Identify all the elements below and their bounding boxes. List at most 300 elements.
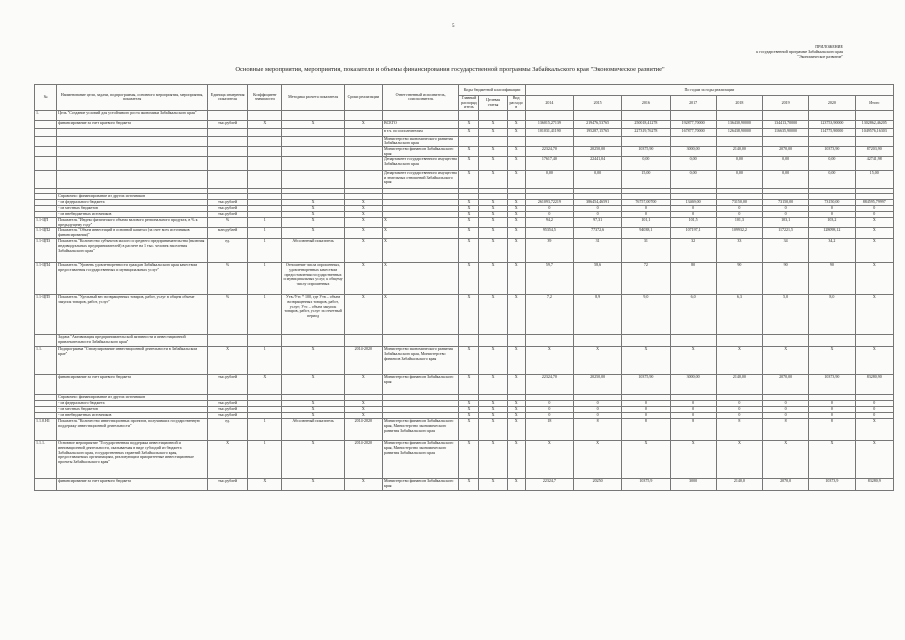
table-row: [35, 263, 894, 295]
cell-value: [622, 335, 670, 347]
cell-value: [525, 110, 573, 120]
header-kbk-sub: Главный распорядитель: [459, 96, 479, 111]
cell-value: 2070,00: [763, 375, 809, 395]
cell-name: - из местных бюджетов: [57, 206, 208, 212]
cell-method: Утв./Утс * 100, где Утв – объем возвращенных товаров, работ, услуг; Утс – объем закупок товаров, работ, услуг за отчетный период: [282, 295, 344, 335]
cell-method: [282, 146, 344, 156]
cell-executor: ВСЕГО: [382, 120, 458, 128]
cell-value: 20250: [573, 479, 621, 491]
cell-kbk: X: [459, 228, 479, 239]
cell-executor: X: [382, 228, 458, 239]
cell-value: [573, 110, 621, 120]
cell-name: Основное мероприятие "Государственная поддержка инвестиционной и инновационной деятельности, оказываемая в виде субсидий из бюджета Забайкальского края, государственных гарантий Забайкальского края, предоставляемых организациям, реализующим приоритетные инвестиционные проекты Забайкальского края": [57, 441, 208, 479]
cell-value: 0: [622, 401, 670, 407]
cell-method: X: [282, 401, 344, 407]
cell-value: 8: [716, 419, 762, 441]
cell-value: 101,3: [716, 218, 762, 228]
cell-value: 3000,00: [670, 146, 716, 156]
cell-name: Показатель "Индекс физического объема валового регионального продукта, в % к предыдущему году": [57, 218, 208, 228]
cell-value: 8: [573, 419, 621, 441]
cell-unit: тыс.рублей: [207, 413, 247, 419]
cell-value: 0: [809, 401, 855, 407]
cell-coef: X: [248, 120, 282, 128]
cell-value: [622, 136, 670, 146]
cell-coef: 1: [248, 228, 282, 239]
document-title: Основные мероприятия, мероприятия, показатели и объемы финансирования государственной программы Забайкальского края "Экономическое развитие": [235, 66, 665, 73]
table-row: [35, 110, 894, 120]
cell-term: [344, 110, 382, 120]
cell-value: [809, 136, 855, 146]
cell-executor: Министерство финансов Забайкальского края: [382, 146, 458, 156]
cell-value: 109932,2: [716, 228, 762, 239]
cell-value: 7,2: [525, 295, 573, 335]
cell-method: [282, 171, 344, 189]
cell-value: 0: [809, 407, 855, 413]
cell-coef: X: [248, 375, 282, 395]
cell-value: 116635,90000: [763, 128, 809, 136]
cell-term: X: [344, 200, 382, 206]
table-row: [35, 120, 894, 128]
cell-executor: [382, 110, 458, 120]
cell-method: Абсолютный показатель: [282, 239, 344, 263]
header-num: №: [35, 85, 57, 111]
cell-kbk: X: [479, 407, 507, 413]
cell-value: 0: [809, 206, 855, 212]
cell-unit: %: [207, 295, 247, 335]
cell-value: X: [716, 441, 762, 479]
cell-value: [670, 136, 716, 146]
cell-coef: [248, 335, 282, 347]
cell-value: 103,2: [809, 218, 855, 228]
cell-value: 90: [809, 263, 855, 295]
cell-value: 2140,00: [716, 146, 762, 156]
cell-unit: тыс.рублей: [207, 407, 247, 413]
cell-term: 2014-2020: [344, 347, 382, 375]
cell-value: 87203,90: [855, 146, 893, 156]
cell-value: [670, 335, 716, 347]
cell-value: 8: [809, 419, 855, 441]
cell-value: 0: [670, 212, 716, 218]
cell-kbk: [479, 110, 507, 120]
cell-name: Цель "Создание условий для устойчивого роста экономики Забайкальского края": [57, 110, 208, 120]
cell-num: 1.1.0.Н1: [35, 419, 57, 441]
cell-method: X: [282, 441, 344, 479]
cell-value: 77372,6: [573, 228, 621, 239]
cell-executor: Департамент государственного имущества и земельных отношений Забайкальского края: [382, 171, 458, 189]
cell-term: [344, 171, 382, 189]
cell-executor: Министерство финансов Забайкальского края: [382, 375, 458, 395]
header-year: 2016: [622, 96, 670, 111]
table-body: [35, 85, 894, 491]
cell-kbk: [479, 335, 507, 347]
cell-value: 83280,9: [855, 479, 893, 491]
cell-num: [35, 171, 57, 189]
cell-name: - из федерального бюджета: [57, 200, 208, 206]
cell-value: 0: [525, 212, 573, 218]
cell-name: - из внебюджетных источников: [57, 212, 208, 218]
annex-line: к государственной программе Забайкальского края: [756, 49, 843, 54]
cell-executor: X: [382, 218, 458, 228]
cell-value: 6,0: [670, 295, 716, 335]
cell-value: 0: [622, 212, 670, 218]
cell-term: X: [344, 295, 382, 335]
cell-value: 80: [670, 263, 716, 295]
cell-value: 22324,70: [525, 375, 573, 395]
program-table: [34, 84, 894, 491]
cell-kbk: X: [479, 413, 507, 419]
header-unit: Единица измерения показателя: [207, 85, 247, 111]
cell-kbk: X: [459, 347, 479, 375]
cell-method: [282, 136, 344, 146]
cell-num: 1.1-ЦП5: [35, 295, 57, 335]
cell-kbk: X: [479, 263, 507, 295]
cell-executor: в т.ч. по исполнителям: [382, 128, 458, 136]
header-kbk-sub: Вид расходов: [507, 96, 525, 111]
cell-name: [57, 157, 208, 171]
cell-term: X: [344, 407, 382, 413]
cell-kbk: X: [459, 146, 479, 156]
cell-unit: тыс.рублей: [207, 120, 247, 128]
cell-coef: X: [248, 479, 282, 491]
header-coef: Коэффициент значимости: [248, 85, 282, 111]
cell-unit: X: [207, 441, 247, 479]
cell-name: Показатель "Удельный вес возвращенных товаров, работ, услуг в общем объеме закупок товаров, работ, услуг": [57, 295, 208, 335]
cell-value: 8,0: [809, 295, 855, 335]
cell-kbk: X: [479, 128, 507, 136]
cell-value: [716, 110, 762, 120]
cell-value: [855, 136, 893, 146]
cell-unit: тыс.рублей: [207, 200, 247, 206]
cell-value: 0: [716, 407, 762, 413]
header-term: Сроки реализации: [344, 85, 382, 111]
cell-value: 5,0: [763, 295, 809, 335]
cell-kbk: X: [459, 120, 479, 128]
cell-value: 73150,00: [809, 200, 855, 206]
cell-unit: ед.: [207, 419, 247, 441]
cell-term: X: [344, 206, 382, 212]
cell-kbk: X: [479, 218, 507, 228]
cell-kbk: X: [479, 347, 507, 375]
cell-value: 9,0: [622, 295, 670, 335]
cell-kbk: X: [479, 200, 507, 206]
cell-kbk: [507, 110, 525, 120]
cell-value: 0: [763, 206, 809, 212]
cell-value: X: [855, 228, 893, 239]
cell-num: 1.1.1.: [35, 441, 57, 479]
cell-value: 0: [670, 206, 716, 212]
cell-term: 2014-2020: [344, 419, 382, 441]
cell-num: [35, 479, 57, 491]
cell-name: [57, 146, 208, 156]
cell-kbk: X: [507, 441, 525, 479]
cell-kbk: X: [507, 263, 525, 295]
table-row: [35, 441, 894, 479]
cell-value: 39: [525, 239, 573, 263]
cell-value: [716, 335, 762, 347]
cell-value: 13469,00: [670, 200, 716, 206]
cell-value: 101031,41190: [525, 128, 573, 136]
cell-value: 1302862,46205: [855, 120, 893, 128]
cell-value: X: [855, 441, 893, 479]
cell-value: 123753,90000: [809, 120, 855, 128]
header-year: 2015: [573, 96, 621, 111]
cell-num: [35, 136, 57, 146]
cell-unit: [207, 157, 247, 171]
cell-term: X: [344, 375, 382, 395]
cell-value: 0: [716, 206, 762, 212]
cell-method: [282, 157, 344, 171]
cell-value: [809, 110, 855, 120]
cell-kbk: X: [459, 128, 479, 136]
cell-value: 117221,5: [763, 228, 809, 239]
cell-value: 0: [763, 401, 809, 407]
cell-unit: [207, 146, 247, 156]
cell-kbk: X: [507, 157, 525, 171]
annex-note: [723, 44, 843, 59]
cell-value: 10373,9: [809, 479, 855, 491]
cell-value: 0: [573, 413, 621, 419]
cell-method: [282, 110, 344, 120]
cell-value: 73150,00: [716, 200, 762, 206]
cell-value: X: [622, 347, 670, 375]
cell-kbk: X: [507, 218, 525, 228]
cell-value: 22324,7: [525, 479, 573, 491]
cell-value: 10375,9: [622, 479, 670, 491]
cell-executor: [382, 335, 458, 347]
cell-value: 83280,90: [855, 375, 893, 395]
cell-value: 58,6: [573, 263, 621, 295]
cell-value: 0: [573, 212, 621, 218]
header-name: Наименование цели, задачи, подпрограммы, основного мероприятия, мероприятия, показателя: [57, 85, 208, 111]
cell-value: 0: [716, 212, 762, 218]
cell-kbk: X: [459, 413, 479, 419]
cell-method: X: [282, 347, 344, 375]
cell-coef: 1: [248, 347, 282, 375]
cell-value: X: [670, 347, 716, 375]
cell-executor: X: [382, 295, 458, 335]
cell-value: 386454,46591: [573, 200, 621, 206]
cell-coef: 1: [248, 218, 282, 228]
cell-value: 3000: [670, 479, 716, 491]
cell-num: 1.1-ЦП2: [35, 228, 57, 239]
cell-term: X: [344, 212, 382, 218]
cell-value: 97,31: [573, 218, 621, 228]
cell-value: 136015,27139: [525, 120, 573, 128]
cell-kbk: X: [459, 171, 479, 189]
cell-kbk: X: [507, 239, 525, 263]
cell-value: 34,2: [809, 239, 855, 263]
cell-unit: тыс.рублей: [207, 401, 247, 407]
cell-value: 59,7: [525, 263, 573, 295]
cell-value: [855, 335, 893, 347]
cell-kbk: X: [479, 295, 507, 335]
header-year: 2020: [809, 96, 855, 111]
cell-name: [57, 136, 208, 146]
cell-value: 90: [716, 263, 762, 295]
cell-value: [525, 136, 573, 146]
cell-value: 0: [855, 401, 893, 407]
cell-method: X: [282, 375, 344, 395]
cell-unit: %: [207, 218, 247, 228]
cell-value: [622, 110, 670, 120]
cell-term: X: [344, 120, 382, 128]
cell-method: X: [282, 120, 344, 128]
cell-value: 20250,00: [573, 375, 621, 395]
table-row: [35, 375, 894, 395]
cell-value: X: [525, 347, 573, 375]
cell-value: X: [855, 295, 893, 335]
cell-executor: Министерство экономического развития Забайкальского края: [382, 136, 458, 146]
table-row: [35, 228, 894, 239]
page-number: 5: [452, 24, 455, 29]
cell-kbk: X: [459, 206, 479, 212]
cell-value: 76757,00700: [622, 200, 670, 206]
cell-value: 2070,0: [763, 479, 809, 491]
table-row: [35, 347, 894, 375]
cell-unit: ед.: [207, 239, 247, 263]
cell-num: [35, 128, 57, 136]
cell-value: 0: [622, 413, 670, 419]
cell-value: X: [573, 441, 621, 479]
cell-value: 18: [525, 419, 573, 441]
cell-value: 101,5: [670, 218, 716, 228]
cell-coef: 1: [248, 263, 282, 295]
cell-name: финансирование за счет краевого бюджета: [57, 479, 208, 491]
cell-value: 1049576,16303: [855, 128, 893, 136]
cell-value: 0: [622, 206, 670, 212]
cell-value: 0: [573, 407, 621, 413]
cell-kbk: [507, 335, 525, 347]
cell-kbk: X: [459, 157, 479, 171]
cell-value: X: [855, 218, 893, 228]
cell-kbk: X: [479, 157, 507, 171]
cell-kbk: X: [507, 171, 525, 189]
cell-value: X: [855, 239, 893, 263]
table-row: [35, 419, 894, 441]
cell-value: 22441,04: [573, 157, 621, 171]
cell-value: 103,1: [763, 218, 809, 228]
cell-coef: [248, 110, 282, 120]
cell-kbk: X: [507, 479, 525, 491]
cell-name: - из местных бюджетов: [57, 407, 208, 413]
cell-executor: Министерство финансов Забайкальского края, Министерство экономического развития Забайкальского края: [382, 419, 458, 441]
cell-name: Задача "Активизация предпринимательской активности и инвестиционной привлекательности Забайкальского края": [57, 335, 208, 347]
cell-kbk: X: [459, 200, 479, 206]
cell-kbk: X: [507, 200, 525, 206]
cell-executor: Министерство финансов Забайкальского края: [382, 479, 458, 491]
cell-kbk: X: [479, 146, 507, 156]
cell-term: X: [344, 228, 382, 239]
cell-value: X: [525, 441, 573, 479]
cell-value: 0: [716, 413, 762, 419]
cell-coef: 1: [248, 441, 282, 479]
cell-coef: 1: [248, 419, 282, 441]
cell-method: [282, 335, 344, 347]
cell-kbk: X: [459, 263, 479, 295]
table-row: [35, 146, 894, 156]
cell-term: X: [344, 401, 382, 407]
cell-unit: тыс.рублей: [207, 375, 247, 395]
cell-coef: 1: [248, 239, 282, 263]
cell-kbk: X: [459, 295, 479, 335]
cell-term: X: [344, 239, 382, 263]
cell-kbk: X: [507, 347, 525, 375]
cell-value: 134413,70000: [763, 120, 809, 128]
cell-value: 34: [763, 239, 809, 263]
cell-value: [573, 335, 621, 347]
cell-num: 1.1-ЦП: [35, 218, 57, 228]
cell-value: 0,00: [809, 157, 855, 171]
cell-kbk: X: [507, 401, 525, 407]
cell-value: 227319,76278: [622, 128, 670, 136]
cell-value: X: [855, 347, 893, 375]
cell-method: X: [282, 206, 344, 212]
cell-value: [809, 335, 855, 347]
table-row: [35, 239, 894, 263]
cell-unit: X: [207, 347, 247, 375]
cell-executor: Министерство финансов Забайкальского края, Министерство экономического развития Забайкальского края: [382, 441, 458, 479]
cell-value: X: [855, 419, 893, 441]
header-year: 2018: [716, 96, 762, 111]
cell-value: 195287,15765: [573, 128, 621, 136]
cell-num: 1.1-ЦП4: [35, 263, 57, 295]
annex-line: "Экономическое развитие": [797, 54, 843, 59]
cell-value: [763, 110, 809, 120]
cell-value: 114775,90000: [809, 128, 855, 136]
cell-kbk: [459, 136, 479, 146]
cell-name: финансирование за счет краевого бюджета: [57, 120, 208, 128]
cell-value: 20250,00: [573, 146, 621, 156]
table-row: [35, 136, 894, 146]
table-row: [35, 295, 894, 335]
cell-value: 136430,90000: [716, 120, 762, 128]
header-kbk-sub: Целевая статья: [479, 96, 507, 111]
table-row: [35, 157, 894, 171]
cell-executor: Департамент государственного имущества Забайкальского края: [382, 157, 458, 171]
cell-unit: тыс.рублей: [207, 479, 247, 491]
cell-value: 8: [763, 419, 809, 441]
cell-executor: Министерство экономического развития Забайкальского края, Министерство финансов Забайкальского края: [382, 347, 458, 375]
cell-term: X: [344, 263, 382, 295]
cell-value: 261093,72219: [525, 200, 573, 206]
cell-value: 0: [763, 407, 809, 413]
cell-name: Показатель "Количество инвестиционных проектов, получивших государственную поддержку инвестиционной деятельности": [57, 419, 208, 441]
cell-kbk: X: [459, 375, 479, 395]
cell-coef: [248, 146, 282, 156]
cell-value: 250018,41278: [622, 120, 670, 128]
header-year: 2014: [525, 96, 573, 111]
cell-value: 94,2: [525, 218, 573, 228]
cell-value: [573, 136, 621, 146]
cell-coef: 1: [248, 295, 282, 335]
cell-value: [855, 110, 893, 120]
cell-kbk: X: [459, 218, 479, 228]
cell-method: X: [282, 228, 344, 239]
cell-value: 94038,1: [622, 228, 670, 239]
cell-method: X: [282, 479, 344, 491]
cell-value: 192877,70000: [670, 120, 716, 128]
cell-name: Показатель "Количество субъектов малого и среднего предпринимательства (включая индивидуальных предпринимателей) в расчете на 1 тыс. человек населения Забайкальского края": [57, 239, 208, 263]
cell-unit: [207, 171, 247, 189]
cell-value: 8,9: [573, 295, 621, 335]
cell-kbk: X: [479, 171, 507, 189]
cell-value: 90: [763, 263, 809, 295]
table-row: [35, 335, 894, 347]
cell-kbk: X: [479, 479, 507, 491]
cell-kbk: X: [479, 228, 507, 239]
cell-num: 1.: [35, 110, 57, 120]
cell-value: 15,00: [622, 171, 670, 189]
